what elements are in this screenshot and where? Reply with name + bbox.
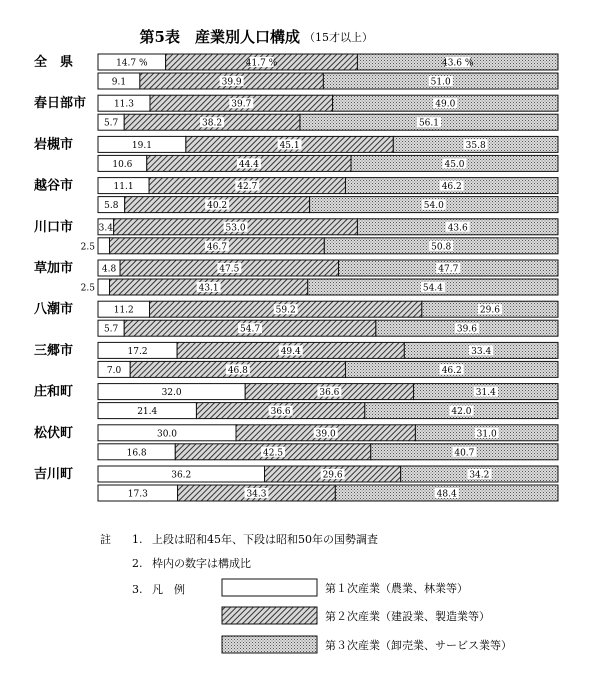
region-label: 草加市 (34, 261, 74, 276)
data-label: 41.7 % (245, 58, 278, 69)
data-label: 42.5 (263, 448, 284, 459)
data-label: 17.3 (127, 489, 148, 500)
legend (222, 579, 512, 653)
data-label: 19.1 (131, 140, 152, 151)
data-label: 45.1 (279, 140, 300, 151)
data-label: 31.0 (476, 429, 497, 440)
data-label: 43.1 (198, 283, 219, 294)
data-label: 46.2 (441, 182, 462, 193)
legend-label-tertiary: 第３次産業（卸売業、サービス業等） (325, 639, 512, 652)
note-1-text: 上段は昭和45年、下段は昭和50年の国勢調査 (152, 533, 378, 546)
data-label: 43.6 % (441, 58, 474, 69)
data-label: 21.4 (137, 407, 158, 418)
data-label: 35.8 (465, 140, 486, 151)
data-label: 11.3 (113, 99, 135, 110)
data-label: 3.4 (98, 223, 113, 234)
region-label: 三郷市 (34, 343, 74, 359)
data-label: 34.2 (469, 470, 490, 481)
legend-swatch-primary (222, 579, 317, 596)
data-label: 39.7 (231, 99, 252, 110)
data-label: 14.7 % (116, 58, 148, 69)
data-label: 54.4 (422, 283, 443, 294)
data-label: 51.0 (430, 77, 451, 88)
data-label: 39.9 (221, 77, 242, 88)
data-label: 32.0 (161, 388, 182, 399)
data-label: 42.0 (451, 407, 472, 418)
chart-title (140, 28, 373, 46)
legend-label-primary: 第１次産業（農業、林業等） (325, 582, 468, 595)
data-label: 48.4 (436, 489, 457, 500)
data-label: 47.7 (438, 264, 459, 275)
data-label: 10.6 (112, 159, 133, 170)
data-label: 36.2 (171, 470, 192, 481)
data-label: 2.5 (80, 242, 95, 253)
note-2-num: 2. (132, 557, 143, 570)
data-label: 40.2 (207, 201, 228, 212)
notes-prefix: 註 (100, 533, 111, 546)
data-label: 29.6 (322, 470, 343, 481)
region-label: 越谷市 (34, 178, 74, 194)
data-label: 16.8 (126, 448, 147, 459)
region-label: 庄和町 (34, 384, 74, 400)
data-label: 29.6 (479, 305, 500, 316)
data-label: 49.0 (435, 99, 456, 110)
region-label: 川口市 (34, 219, 74, 235)
legend-label-secondary: 第２次産業（建設業、製造業等） (325, 610, 490, 623)
data-label: 5.7 (103, 118, 119, 129)
data-label: 54.0 (423, 201, 444, 212)
data-label: 43.6 (447, 223, 468, 234)
bar-segment (98, 238, 110, 254)
data-label: 36.6 (270, 407, 291, 418)
data-label: 50.8 (431, 242, 452, 253)
data-label: 54.7 (240, 324, 261, 335)
data-label: 9.1 (111, 77, 127, 88)
data-label: 11.2 (113, 305, 134, 316)
region-label: 春日部市 (34, 96, 87, 112)
legend-swatch-secondary (222, 607, 317, 624)
data-label: 53.0 (225, 223, 246, 234)
data-label: 59.2 (275, 305, 296, 316)
data-label: 31.4 (475, 388, 496, 399)
note-2-text: 枠内の数字は構成比 (152, 557, 251, 570)
data-label: 4.8 (101, 264, 117, 275)
data-label: 2.5 (80, 283, 95, 294)
bar-segment (98, 279, 110, 295)
note-3-text: 凡 例 (152, 583, 185, 596)
bar-area (33, 54, 558, 501)
data-label: 11.1 (113, 182, 134, 193)
data-label: 5.7 (103, 324, 119, 335)
chart-title-main: 第5表 産業別人口構成 (139, 28, 300, 46)
data-label: 5.8 (104, 201, 119, 212)
legend-swatch-tertiary (222, 636, 317, 653)
data-label: 17.2 (127, 346, 148, 357)
data-label: 30.0 (156, 429, 178, 440)
data-label: 46.2 (441, 365, 462, 376)
data-label: 39.0 (315, 429, 336, 440)
data-label: 44.4 (238, 159, 259, 170)
data-label: 42.7 (237, 182, 258, 193)
data-label: 36.6 (319, 388, 340, 399)
chart-title-sub: （15才以上） (304, 31, 373, 44)
data-label: 33.4 (471, 346, 492, 357)
region-label: 吉川町 (34, 467, 74, 482)
data-label: 46.7 (206, 242, 227, 253)
data-label: 45.0 (444, 159, 465, 170)
data-label: 40.7 (454, 448, 475, 459)
region-label: 松伏町 (34, 425, 74, 441)
data-label: 38.2 (202, 118, 223, 129)
data-label: 39.6 (456, 324, 477, 335)
data-label: 49.4 (280, 346, 301, 357)
region-label: 岩槻市 (34, 137, 74, 153)
region-label: 全 県 (34, 55, 74, 70)
data-label: 46.8 (227, 365, 248, 376)
note-1-num: 1. (132, 533, 143, 546)
data-label: 56.1 (418, 118, 439, 129)
note-3-num: 3. (132, 583, 143, 596)
data-label: 7.0 (106, 365, 122, 376)
region-label: 八潮市 (34, 302, 74, 318)
data-label: 47.5 (219, 264, 240, 275)
data-label: 34.3 (246, 489, 267, 500)
